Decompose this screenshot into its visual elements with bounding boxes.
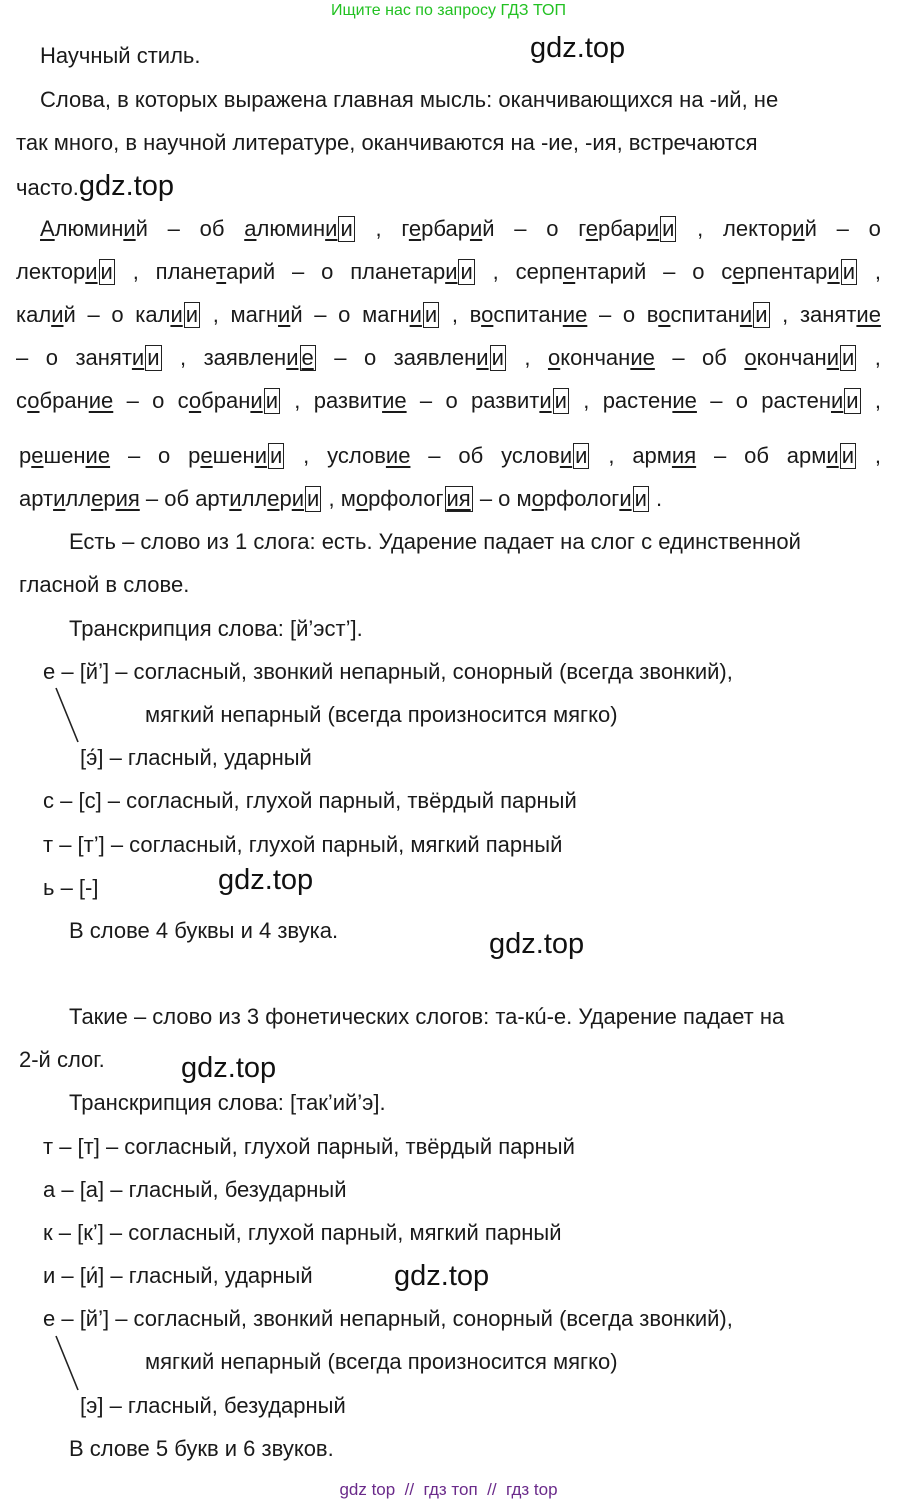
dash: –: [16, 345, 29, 370]
takie-letter-e-2: мягкий непарный (всегда произносится мягко): [145, 1349, 618, 1374]
word: заявлени е: [203, 345, 314, 370]
dash: –: [126, 388, 139, 413]
est-count: В слове 4 буквы и 4 звука.: [69, 918, 339, 943]
word-row-7: [19, 486, 662, 512]
word: растение: [602, 388, 697, 413]
watermark: gdz.top: [78, 170, 175, 202]
word: лектори и: [16, 259, 113, 284]
word: лекторий: [723, 216, 817, 241]
word: планетари и: [350, 259, 473, 284]
dash: –: [514, 216, 527, 241]
word-row-3: [16, 302, 881, 328]
link-line-icon: [52, 686, 82, 744]
comma: ,: [303, 443, 310, 468]
watermark: gdz.top: [489, 928, 585, 960]
word-row-6: [19, 443, 881, 469]
link-line-icon: [52, 1334, 82, 1392]
intro-line-2: так много, в научной литературе, оканчиваются на -ие, -ия, встречаются: [16, 130, 758, 155]
dash: –: [598, 302, 612, 327]
word: заявлени и: [393, 345, 504, 370]
word: заняти и: [75, 345, 160, 370]
word: услови и: [501, 443, 588, 468]
word-row-2: [16, 259, 881, 285]
comma: ,: [874, 259, 881, 284]
dash: –: [836, 216, 849, 241]
dash: –: [713, 443, 727, 468]
takie-letter-e-3: [э] – гласный, безударный: [80, 1393, 346, 1418]
takie-letter-a: а – [а] – гласный, безударный: [43, 1177, 347, 1202]
word: гербари и: [578, 216, 675, 241]
section-title: Научный стиль.: [40, 43, 201, 68]
comma: ,: [782, 302, 789, 327]
word: о: [363, 345, 377, 370]
comma: ,: [524, 345, 531, 370]
est-letter-e-2: мягкий непарный (всегда произносится мягко): [145, 702, 618, 727]
word: серпентари и: [721, 259, 855, 284]
word: о: [111, 302, 124, 327]
word: занятие: [799, 302, 881, 327]
est-letter-t: т – [т’] – согласный, глухой парный, мягкий парный: [43, 832, 563, 857]
est-letter-e-3: [э́] – гласный, ударный: [80, 745, 312, 770]
dash: –: [314, 302, 327, 327]
word: артиллерия: [19, 486, 140, 511]
word: условие: [327, 443, 411, 468]
comma: ,: [451, 302, 458, 327]
takie-letter-e-1: е – [й’] – согласный, звонкий непарный, сонорный (всегда звонкий),: [43, 1306, 733, 1331]
dash: –: [167, 216, 180, 241]
word: о: [152, 388, 165, 413]
dash: –: [672, 345, 685, 370]
word: морфологи и: [516, 486, 647, 511]
word: гербарий: [401, 216, 495, 241]
comma: ,: [322, 486, 341, 511]
takie-intro-2: 2-й слог.: [19, 1047, 105, 1072]
watermark: gdz.top: [530, 32, 626, 64]
word: окончани и: [744, 345, 855, 370]
word-row-1: [40, 216, 881, 242]
word: калий: [16, 302, 76, 327]
word: собрани и: [177, 388, 278, 413]
word: о: [622, 302, 636, 327]
period: .: [649, 486, 663, 511]
comma: ,: [583, 388, 590, 413]
watermark: gdz.top: [218, 864, 314, 896]
dash: – об: [139, 486, 196, 511]
word-row-5: [16, 388, 881, 414]
word: планетарий: [155, 259, 276, 284]
word: о: [445, 388, 458, 413]
word: решени и: [188, 443, 283, 468]
comma: ,: [294, 388, 301, 413]
word: о: [158, 443, 171, 468]
comma: ,: [874, 388, 881, 413]
word: магний: [230, 302, 303, 327]
est-letter-soft-sign: ь – [-]: [43, 875, 99, 900]
takie-letter-t: т – [т] – согласный, глухой парный, твёрдый парный: [43, 1134, 575, 1159]
est-intro-1: Есть – слово из 1 слога: есть. Ударение падает на слог с единственной: [69, 529, 801, 554]
intro-line-3: [16, 170, 175, 202]
comma: ,: [874, 443, 881, 468]
dash: –: [87, 302, 100, 327]
word: о: [735, 388, 748, 413]
takie-transcription: Транскрипция слова: [так’ий’э].: [69, 1090, 386, 1115]
comma: ,: [608, 443, 615, 468]
dash: –: [334, 345, 347, 370]
intro-text: часто.: [16, 175, 79, 200]
comma: ,: [697, 216, 704, 241]
est-letter-e-1: е – [й’] – согласный, звонкий непарный, сонорный (всегда звонкий),: [43, 659, 733, 684]
word: об: [458, 443, 484, 468]
word: о: [338, 302, 351, 327]
dash: –: [419, 388, 433, 413]
takie-letter-k: к – [к’] – согласный, глухой парный, мягкий парный: [43, 1220, 562, 1245]
est-transcription: Транскрипция слова: [й’эст’].: [69, 616, 363, 641]
word: окончание: [547, 345, 655, 370]
word: о: [868, 216, 881, 241]
word: армия: [632, 443, 697, 468]
comma: ,: [375, 216, 382, 241]
comma: ,: [212, 302, 219, 327]
word: о: [321, 259, 334, 284]
word: об: [199, 216, 225, 241]
word: растени и: [761, 388, 859, 413]
word: магни и: [362, 302, 438, 327]
dash: –: [663, 259, 676, 284]
word: развитие: [313, 388, 407, 413]
comma: ,: [132, 259, 139, 284]
intro-line-1: Слова, в которых выражена главная мысль: оканчивающихся на -ий, не: [40, 87, 779, 112]
est-intro-2: гласной в слове.: [19, 572, 190, 597]
word: развити и: [471, 388, 567, 413]
word: воспитание: [469, 302, 588, 327]
word: о: [45, 345, 58, 370]
word-row-4: [16, 345, 881, 371]
word: кали и: [135, 302, 199, 327]
dash: –: [710, 388, 723, 413]
word: о: [692, 259, 705, 284]
word: решение: [19, 443, 111, 468]
comma: ,: [492, 259, 499, 284]
dash: –: [428, 443, 441, 468]
comma: ,: [179, 345, 187, 370]
watermark: gdz.top: [394, 1260, 490, 1292]
word: об: [744, 443, 769, 468]
est-letter-s: с – [с] – согласный, глухой парный, твёрдый парный: [43, 788, 577, 813]
word: арми и: [786, 443, 854, 468]
word: морфолог ия: [340, 486, 471, 511]
word: собрание: [16, 388, 114, 413]
dash: –: [127, 443, 141, 468]
footer-links[interactable]: gdz top // гдз топ // гдз top: [339, 1480, 558, 1499]
takie-intro-1: Такие – слово из 3 фонетических слогов: та-кú-е. Ударение падает на: [69, 1004, 785, 1029]
comma: ,: [874, 345, 881, 370]
word: серпентарий: [515, 259, 647, 284]
dash: – о: [473, 486, 517, 511]
takie-letter-i: и – [и́] – гласный, ударный: [43, 1263, 313, 1288]
top-banner[interactable]: Ищите нас по запросу ГДЗ ТОП: [331, 2, 566, 19]
dash: –: [292, 259, 305, 284]
takie-count: В слове 5 букв и 6 звуков.: [69, 1436, 334, 1461]
word: о: [546, 216, 559, 241]
word: Алюминий: [40, 216, 148, 241]
word: воспитани и: [646, 302, 768, 327]
word: алюмини и: [244, 216, 353, 241]
word: об: [702, 345, 727, 370]
watermark: gdz.top: [181, 1052, 277, 1084]
word: артиллери и: [195, 486, 320, 511]
